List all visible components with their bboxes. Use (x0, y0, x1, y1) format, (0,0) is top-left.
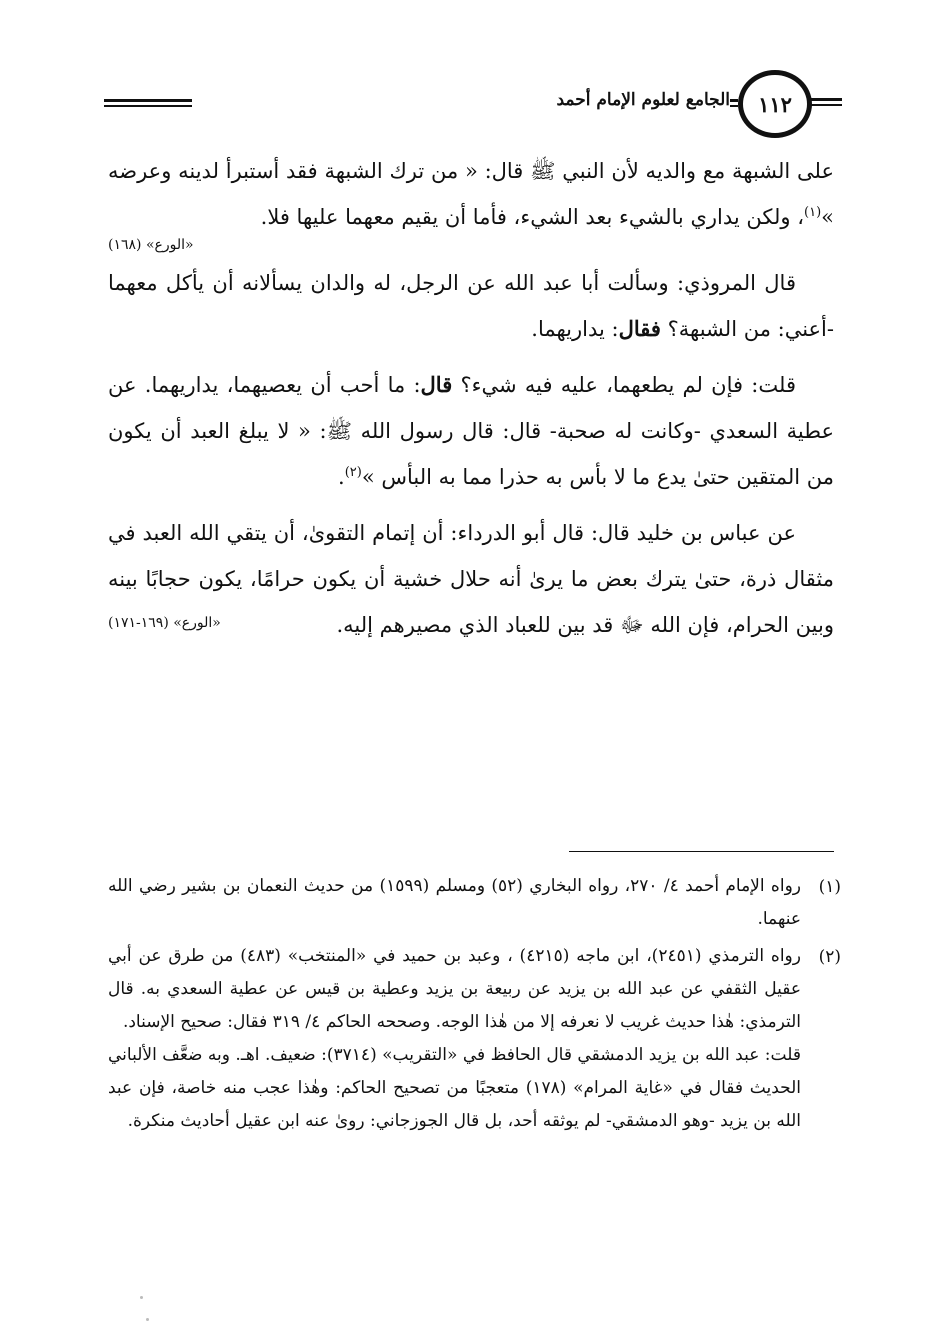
paragraph: قلت: فإن لم يطعهما، عليه فيه شيء؟ قال: ما أحب أن يعصيهما، يداريهما. عن عطية السعدي -وكانت له صحبة- قال: قال رسول الله ﷺ: « لا يبلغ العبد أن يكون من المتقين حتىٰ يدع ما لا بأس به حذرا مما به البأس »$^{(٢)}$. (108, 372, 834, 489)
paragraph-text: قلت: فإن لم يطعهما، عليه فيه شيء؟ (460, 373, 796, 397)
running-title: الجامع لعلوم الإمام أحمد (556, 90, 730, 110)
source-reference: «الورع» (١٦٨) (108, 237, 194, 253)
paragraph-text: : يداريهما. (531, 317, 619, 341)
footnote-number: (١) (818, 877, 841, 897)
footnote-number: (٢) (818, 947, 841, 967)
header-rule-left (104, 99, 192, 107)
footnotes (108, 870, 841, 1142)
scan-speck (140, 1296, 143, 1299)
paragraph-text: على الشبهة مع والديه لأن النبي ﷺ قال: « من ترك الشبهة فقد أستبرأ لدينه وعرضه » (108, 159, 834, 229)
source-reference: «الورع» (١٦٩-١٧١) (108, 615, 221, 631)
main-text (108, 148, 834, 638)
paragraph-text: : ما أحب أن يعصيهما، يداريهما. عن عطية السعدي -وكانت له صحبة- قال: قال رسول الله ﷺ: « لا يبلغ العبد أن يكون من المتقين حتىٰ يدع ما لا بأس به حذرا مما به البأس » (108, 373, 834, 489)
footnote (108, 940, 841, 1138)
bold-word: قال (420, 372, 453, 397)
footnote-text: رواه الإمام أحمد ٤/ ٢٧٠، رواه البخاري (٥٢) ومسلم (١٥٩٩) من حديث النعمان بن بشير رضي الله عنهما. (108, 876, 801, 929)
scan-speck (146, 1318, 149, 1321)
header-rule-right (808, 98, 842, 106)
page-number: ١١٢ (738, 70, 812, 138)
footnote-text: رواه الترمذي (٢٤٥١)، ابن ماجه (٤٢١٥) ، وعبد بن حميد في «المنتخب» (٤٨٣) من طرق عن أبي عقيل الثقفي عن عبد الله بن يزيد عن ربيعة بن يزيد وعطية بن قيس عن عطية السعدي به. قال الترمذي: هٰذا حديث غريب لا نعرفه إلا من هٰذا الوجه. وصححه الحاكم ٤/ ٣١٩ فقال: صحيح الإسناد. قلت: عبد الله بن يزيد الدمشقي قال الحافظ في «التقريب» (٣٧١٤): ضعيف. اهـ. وبه ضعَّف الألباني الحديث فقال في «غاية المرام» (١٧٨) متعجبًا من تصحيح الحاكم: وهٰذا عجب منه خاصة، فإن عبد الله بن يزيد -وهو الدمشقي- لم يوثقه أحد، بل قال الجوزجاني: روىٰ عنه ابن عقيل أحاديث منكرة. (108, 946, 801, 1131)
footnote-marker: (١) (804, 205, 822, 220)
footnote-marker: (٢) (344, 465, 362, 480)
paragraph (108, 260, 834, 352)
paragraph (108, 148, 834, 240)
paragraph-text: قال المروذي: وسألت أبا عبد الله عن الرجل، له والدان يسألانه أن يأكل معهما -أعني: من الشبهة؟ (108, 271, 834, 341)
footnote (108, 870, 841, 936)
paragraph-text: ، ولكن يداري بالشيء بعد الشيء، فأما أن يقيم معهما عليها فلا. (260, 205, 804, 229)
bold-word: فقال (618, 316, 661, 341)
paragraph: عن عباس بن خليد قال: قال أبو الدرداء: أن إتمام التقوىٰ، أن يتقي الله العبد في مثقال ذرة، حتىٰ يترك بعض ما يرىٰ أنه حلال خشية أن يكون حرامًا، يكون حجابًا بينه وبين الحرام، فإن الله ﷻ قد بين للعباد الذي مصيرهم إليه. (108, 521, 834, 637)
page-header (100, 70, 842, 138)
footnote-divider (569, 851, 834, 852)
